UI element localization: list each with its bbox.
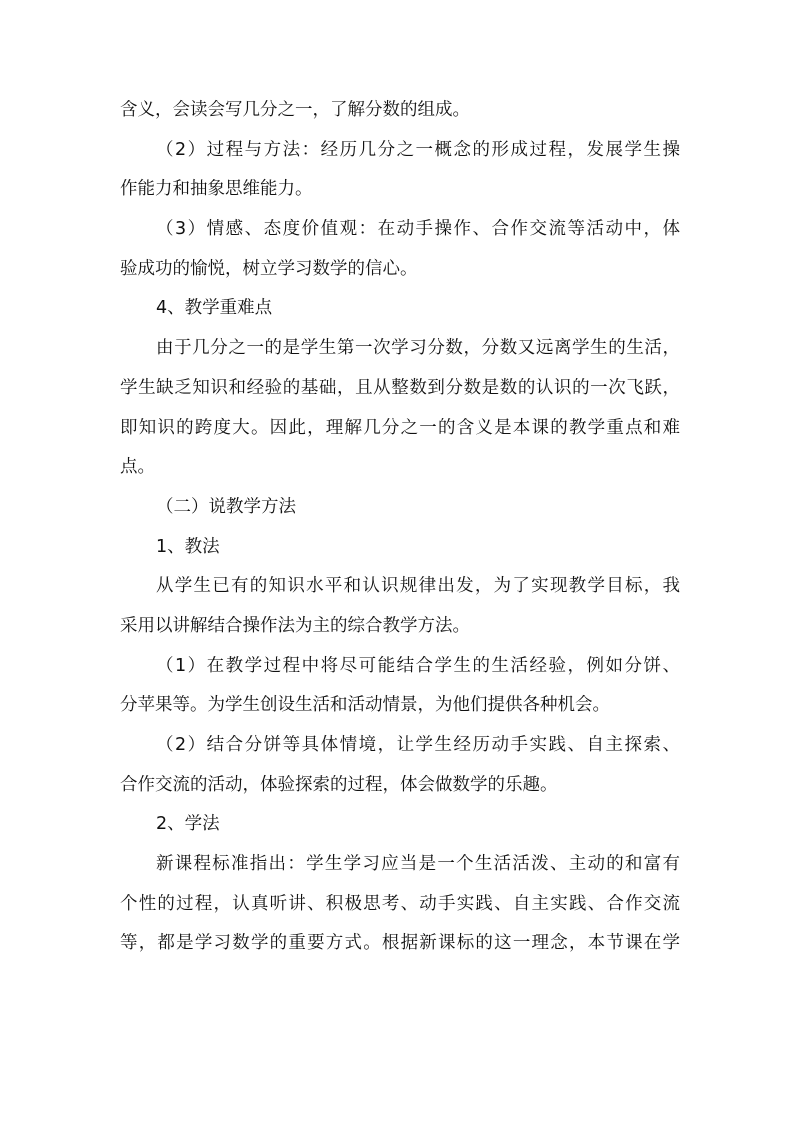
text-line-16: 分苹果等。为学生创设生活和活动情景，为他们提供各种机会。: [120, 695, 610, 716]
text-line-22: 等，都是学习数学的重要方式。根据新课标的这一理念，本节课在学: [120, 933, 680, 954]
text-line-5: 验成功的愉悦，树立学习数学的信心。: [120, 258, 418, 279]
text-line-1: 含义，会读会写几分之一，了解分数的组成。: [120, 100, 470, 120]
document-body: [120, 100, 680, 973]
text-line-8: 学生缺乏知识和经验的基础，且从整数到分数是数的认识的一次飞跃，: [120, 377, 680, 398]
section-heading-er: （二）说教学方法: [156, 496, 296, 517]
text-line-13: 从学生已有的知识水平和认识规律出发，为了实现教学目标，我: [156, 576, 680, 597]
text-line-21: 个性的过程，认真听讲、积极思考、动手实践、自主实践、合作交流: [120, 893, 680, 914]
text-line-20: 新课程标准指出：学生学习应当是一个生活活泼、主动的和富有: [156, 854, 680, 875]
subsection-heading-2: 2、学法: [156, 814, 220, 835]
text-line-3: 作能力和抽象思维能力。: [120, 179, 313, 200]
text-line-10: 点。: [120, 457, 155, 478]
text-line-17: （2）结合分饼等具体情境，让学生经历动手实践、自主探索、: [156, 735, 680, 755]
text-line-2: （2）过程与方法：经历几分之一概念的形成过程，发展学生操: [156, 139, 680, 160]
text-line-14: 采用以讲解结合操作法为主的综合教学方法。: [120, 615, 470, 636]
subsection-heading-1: 1、教法: [156, 536, 220, 557]
text-line-15: （1）在教学过程中将尽可能结合学生的生活经验，例如分饼、: [156, 655, 680, 676]
text-line-18: 合作交流的活动，体验探索的过程，体会做数学的乐趣。: [120, 774, 558, 795]
text-line-9: 即知识的跨度大。因此，理解几分之一的含义是本课的教学重点和难: [120, 417, 680, 438]
section-heading-4: 4、教学重难点: [156, 298, 273, 319]
text-line-4: （3）情感、态度价值观：在动手操作、合作交流等活动中，体: [156, 219, 680, 240]
text-line-7: 由于几分之一的是学生第一次学习分数，分数又远离学生的生活，: [156, 338, 680, 359]
